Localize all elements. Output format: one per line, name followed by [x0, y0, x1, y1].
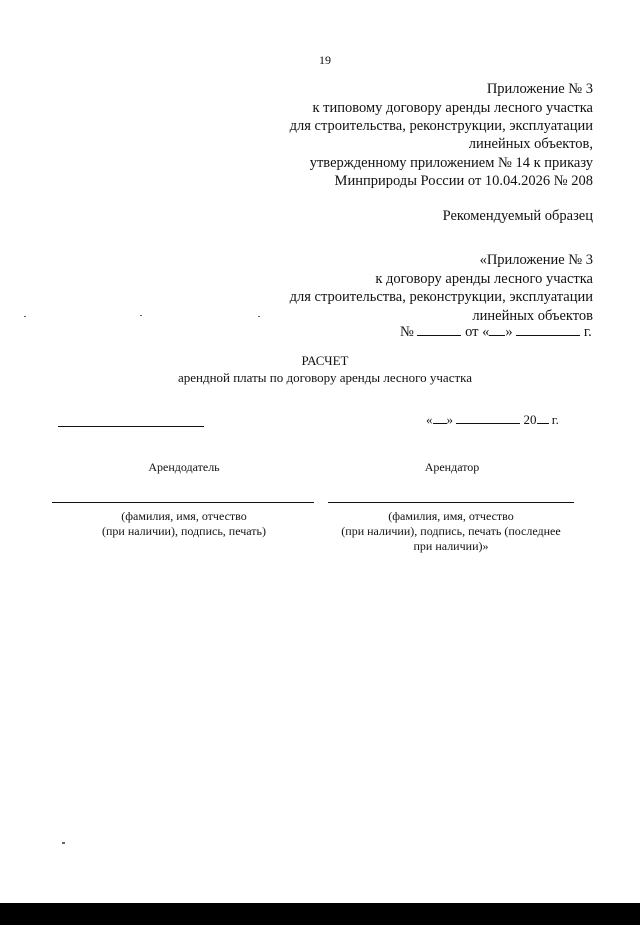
header-line: Минприроды России от 10.04.2026 № 208: [334, 173, 593, 189]
lessor-caption-line: (при наличии), подпись, печать): [101, 524, 266, 538]
day-blank: [489, 323, 505, 336]
scan-speck: [24, 316, 26, 317]
appendix-line: линейных объектов: [472, 308, 593, 324]
lessee-caption-line: при наличии)»: [413, 539, 489, 553]
lessee-label: Арендатор: [424, 460, 480, 474]
scan-speck: [62, 842, 65, 844]
date-day-blank: [433, 411, 447, 424]
date-year-suffix: г.: [551, 412, 559, 427]
header-line: Приложение № 3: [486, 81, 593, 97]
lessor-signature-line: [52, 502, 314, 503]
place-blank-line: [58, 426, 204, 427]
date-year-prefix: 20: [523, 412, 537, 427]
date-month-blank: [456, 411, 520, 424]
date-open-quote: «: [426, 412, 433, 427]
document-title: РАСЧЕТ: [301, 353, 349, 368]
lessee-signature-line: [328, 502, 574, 503]
lessee-caption-line: (фамилия, имя, отчество: [388, 509, 514, 523]
date-from-label: от «: [465, 324, 490, 340]
lessee-caption-line: (при наличии), подпись, печать (последнее: [341, 524, 561, 538]
lessor-caption-line: (фамилия, имя, отчество: [121, 509, 247, 523]
month-blank: [516, 323, 580, 336]
date-quote-close: »: [505, 324, 513, 340]
appendix-number-line: [400, 323, 592, 341]
date-year-blank: [537, 411, 549, 424]
recommended-sample-label: Рекомендуемый образец: [442, 208, 593, 224]
header-line: к типовому договору аренды лесного участка: [312, 100, 593, 116]
date-line: [426, 411, 559, 428]
header-line: для строительства, реконструкции, эксплуатации: [289, 118, 593, 134]
page-number: 19: [319, 53, 331, 67]
scan-speck: [140, 315, 142, 316]
header-line: линейных объектов,: [468, 136, 593, 152]
header-line: утвержденному приложением № 14 к приказу: [309, 155, 593, 171]
appendix-line: для строительства, реконструкции, эксплуатации: [289, 289, 593, 305]
scan-speck: [258, 316, 260, 317]
scan-bottom-border: [0, 903, 640, 925]
number-blank: [417, 323, 461, 336]
appendix-line: к договору аренды лесного участка: [375, 271, 593, 287]
number-sign: №: [400, 324, 414, 340]
year-suffix: г.: [583, 324, 592, 340]
date-close-quote: »: [446, 412, 453, 427]
appendix-line: «Приложение № 3: [479, 252, 593, 268]
document-subtitle: арендной платы по договору аренды лесного участка: [177, 370, 473, 385]
lessor-label: Арендодатель: [148, 460, 220, 474]
